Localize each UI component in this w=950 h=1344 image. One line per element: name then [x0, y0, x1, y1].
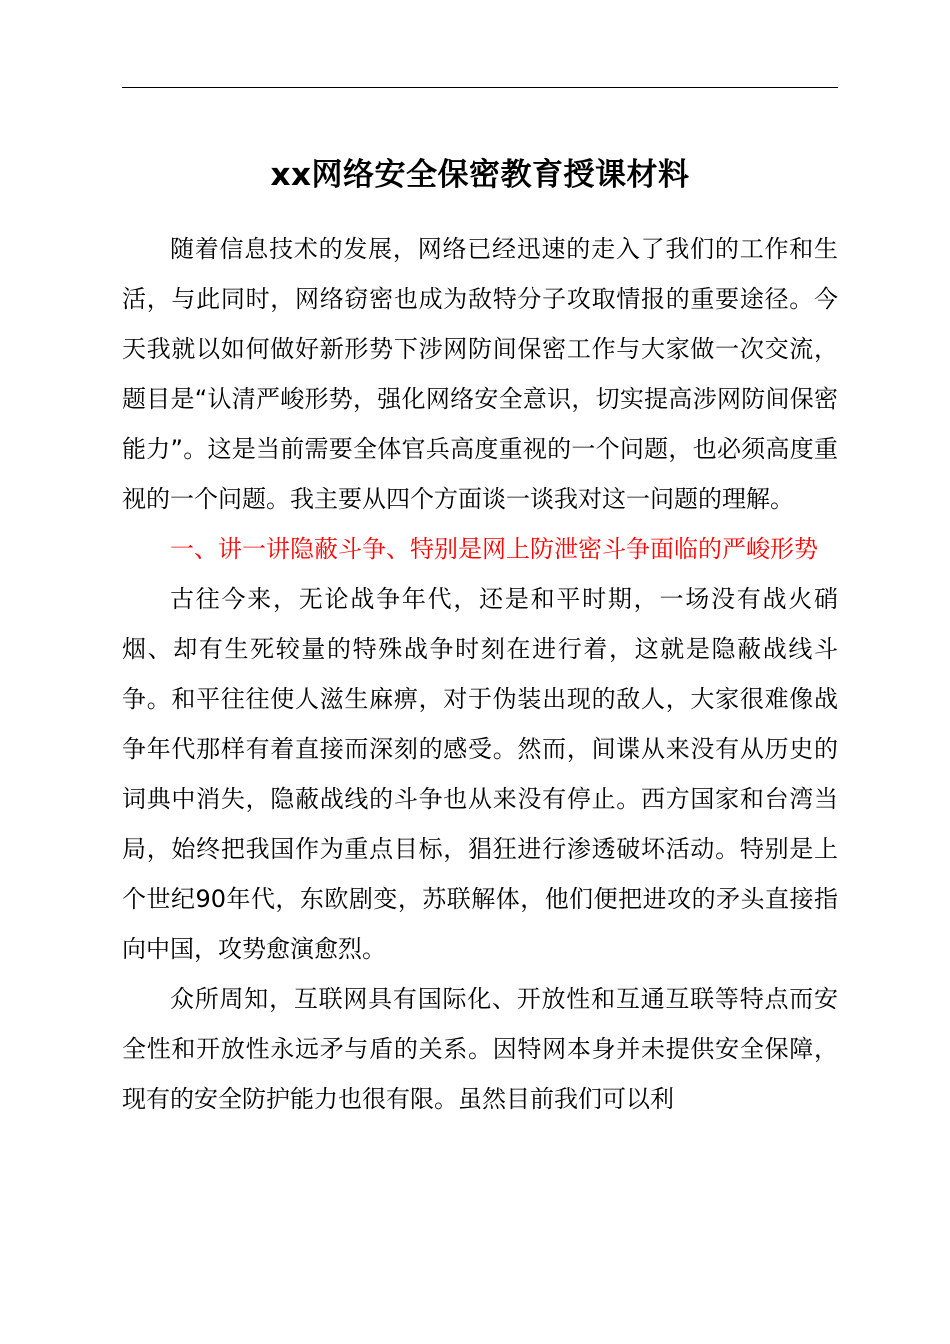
- paragraph-internet: 众所周知，互联网具有国际化、开放性和互通互联等特点而安全性和开放性永远矛与盾的关系。因特网本身并未提供安全保障，现有的安全防护能力也很有限。虽然目前我们可以利: [122, 985, 838, 1113]
- document-body: [122, 224, 838, 1124]
- paragraph-intro: 随着信息技术的发展，网络已经迅速的走入了我们的工作和生活，与此同时，网络窃密也成为敌特分子攻取情报的重要途径。今天我就以如何做好新形势下涉网防间保密工作与大家做一次交流，题目是“认清严峻形势，强化网络安全意识，切实提高涉网防间保密能力”。这是当前需要全体官兵高度重视的一个问题，也必须高度重视的一个问题。我主要从四个方面谈一谈我对这一问题的理解。: [122, 235, 838, 513]
- header-rule: [122, 87, 838, 88]
- section-heading-1: 一、讲一讲隐蔽斗争、特别是网上防泄密斗争面临的严峻形势: [170, 535, 818, 563]
- document-title: xx网络安全保密教育授课材料: [270, 157, 690, 193]
- paragraph-history: 古往今来，无论战争年代，还是和平时期，一场没有战火硝烟、却有生死较量的特殊战争时刻在进行着，这就是隐蔽战线斗争。和平往往使人滋生麻痹，对于伪装出现的敌人，大家很难像战争年代那样有着直接而深刻的感受。然而，间谍从来没有从历史的词典中消失，隐蔽战线的斗争也从来没有停止。西方国家和台湾当局，始终把我国作为重点目标，猖狂进行渗透破坏活动。特别是上个世纪90年代，东欧剧变，苏联解体，他们便把进攻的矛头直接指向中国，攻势愈演愈烈。: [122, 585, 838, 963]
